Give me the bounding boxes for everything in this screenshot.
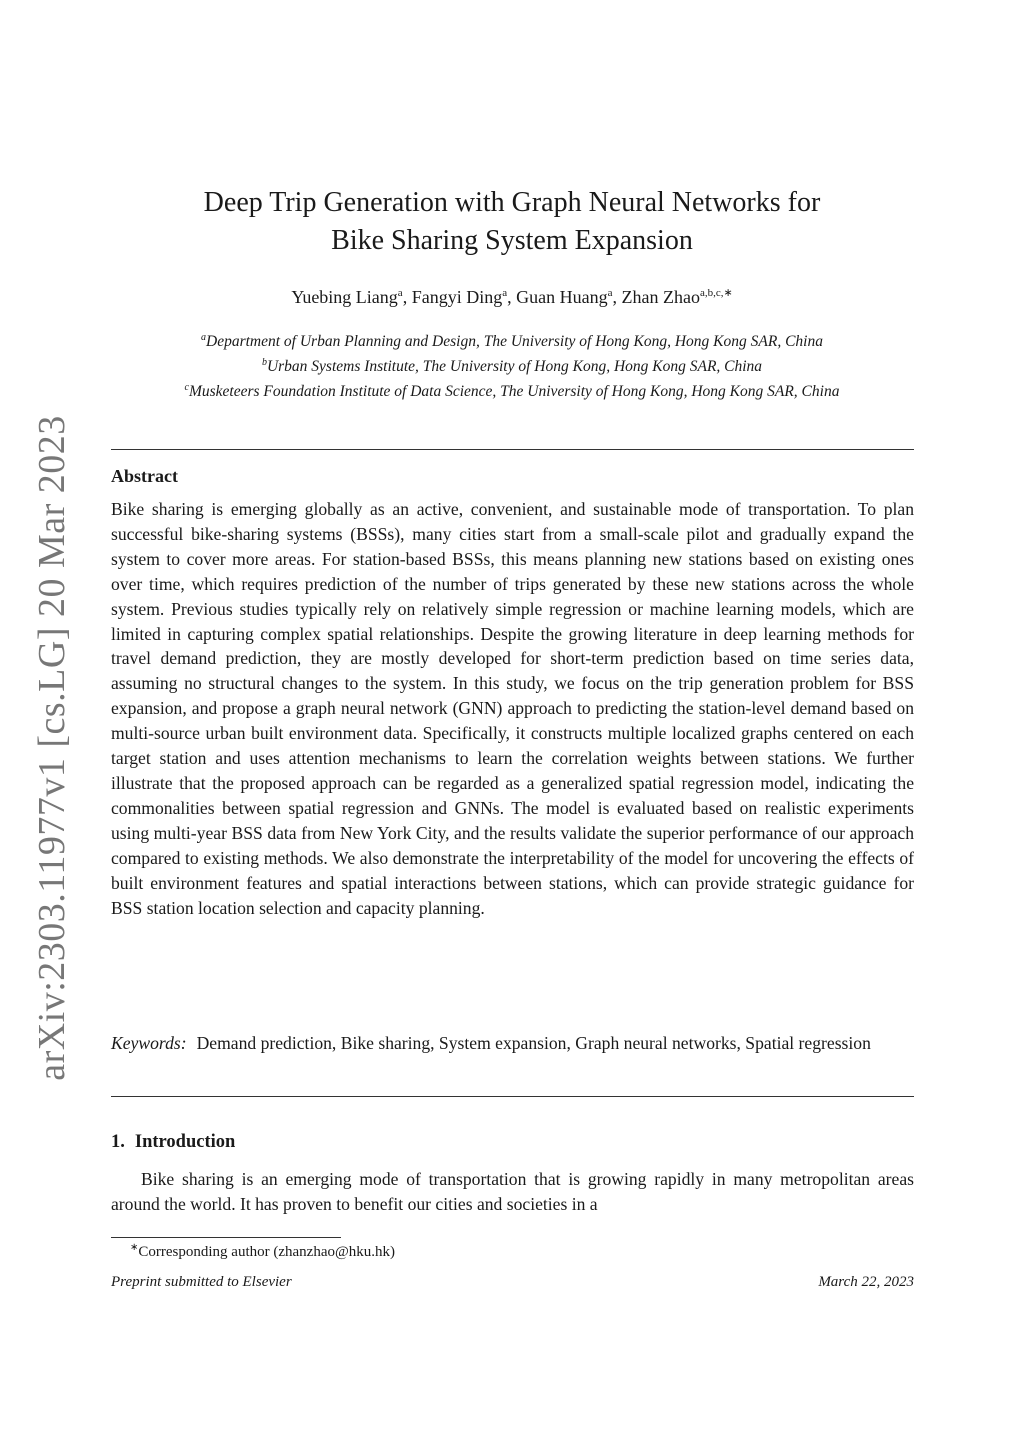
author-separator: , — [507, 287, 517, 307]
abstract-body: Bike sharing is emerging globally as an active, convenient, and sustainable mode of transportation. To plan successful bike-sharing systems (BSSs), many cities start from a small-scale pilot and gradually expand the system to cover more areas. For station-based BSSs, this means planning new stations based on existing ones over time, which requires prediction of the number of trips generated by these new stations across the whole system. Previous studies typically rely on relatively simple regression or machine learning models, which are limited in capturing complex spatial relationships. Despite the growing literature in deep learning methods for travel demand prediction, they are mostly developed for short-term prediction based on time series data, assuming no structural changes to the system. In this study, we focus on the trip generation problem for BSS expansion, and propose a graph neural network (GNN) approach to predicting the station-level demand based on multi-source urban built environment data. Specifically, it constructs multiple localized graphs centered on each target station and uses attention mechanisms to learn the correlation weights between stations. We further illustrate that the proposed approach can be regarded as a generalized spatial regression model, indicating the commonalities between spatial regression and GNNs. The model is evaluated based on realistic experiments using multi-year BSS data from New York City, and the results validate the superior performance of our approach compared to existing methods. We also demonstrate the interpretability of the model for uncovering the effects of built environment features and spatial interactions between stations, which can provide strategic guidance for BSS station location selection and capacity planning. — [111, 499, 914, 918]
section-number: 1. — [111, 1132, 125, 1152]
author-name: Yuebing Liang — [291, 287, 398, 307]
title-line-2: Bike Sharing System Expansion — [331, 225, 693, 256]
affiliation-text: Department of Urban Planning and Design, The University of Hong Kong, Hong Kong SAR, China — [206, 333, 823, 351]
abstract-bottom-rule — [111, 1096, 914, 1097]
affiliation-mark: a — [201, 332, 207, 343]
affiliation-mark: c — [184, 382, 189, 394]
abstract-top-rule — [111, 449, 914, 450]
keywords-text: Demand prediction, Bike sharing, System expansion, Graph neural networks, Spatial regression — [196, 1033, 871, 1053]
affiliation-mark: b — [261, 357, 267, 369]
author-affil-mark: a — [502, 287, 508, 299]
affiliation-text: Urban Systems Institute, The University of Hong Kong, Hong Kong SAR, China — [266, 358, 763, 376]
affiliation — [0, 352, 1024, 377]
arxiv-sidebar-stamp: arXiv:2303.11977v1 [cs.LG] 20 Mar 2023 — [31, 415, 73, 1081]
paper-title — [0, 184, 1024, 260]
author-affil-mark: a — [607, 287, 613, 299]
section-title: Introduction — [134, 1132, 236, 1152]
affiliation-text: Musketeers Foundation Institute of Data Science, The University of Hong Kong, Hong Kong SAR, China — [188, 383, 840, 401]
author-affil-mark: a — [397, 287, 403, 299]
author-name: Fangyi Ding — [411, 287, 503, 307]
affiliation — [0, 377, 1024, 402]
footnote-text: Corresponding author (zhanzhao@hku.hk) — [138, 1244, 396, 1260]
footnote — [130, 1242, 395, 1261]
author-separator: , — [612, 287, 622, 307]
footnote-rule — [111, 1237, 341, 1238]
section-heading-introduction — [111, 1132, 235, 1153]
footer-preprint-note: Preprint submitted to Elsevier — [111, 1274, 292, 1290]
title-line-1: Deep Trip Generation with Graph Neural Networks for — [203, 187, 821, 218]
keywords — [111, 1031, 914, 1056]
footnote-mark: ∗ — [130, 1242, 139, 1253]
author-separator: , — [402, 287, 412, 307]
affiliation-list — [0, 327, 1024, 402]
footer-date: March 22, 2023 — [818, 1274, 914, 1290]
author-list — [0, 286, 1024, 308]
author-name: Guan Huang — [516, 287, 608, 307]
author-affil-mark: a,b,c,∗ — [699, 287, 733, 299]
author-name: Zhan Zhao — [621, 287, 700, 307]
affiliation — [0, 327, 1024, 352]
introduction-paragraph: Bike sharing is an emerging mode of transportation that is growing rapidly in many metropolitan areas around the world. It has proven to benefit our cities and societies in a — [111, 1169, 914, 1214]
keywords-label: Keywords: — [111, 1033, 187, 1053]
abstract-heading: Abstract — [111, 466, 178, 486]
